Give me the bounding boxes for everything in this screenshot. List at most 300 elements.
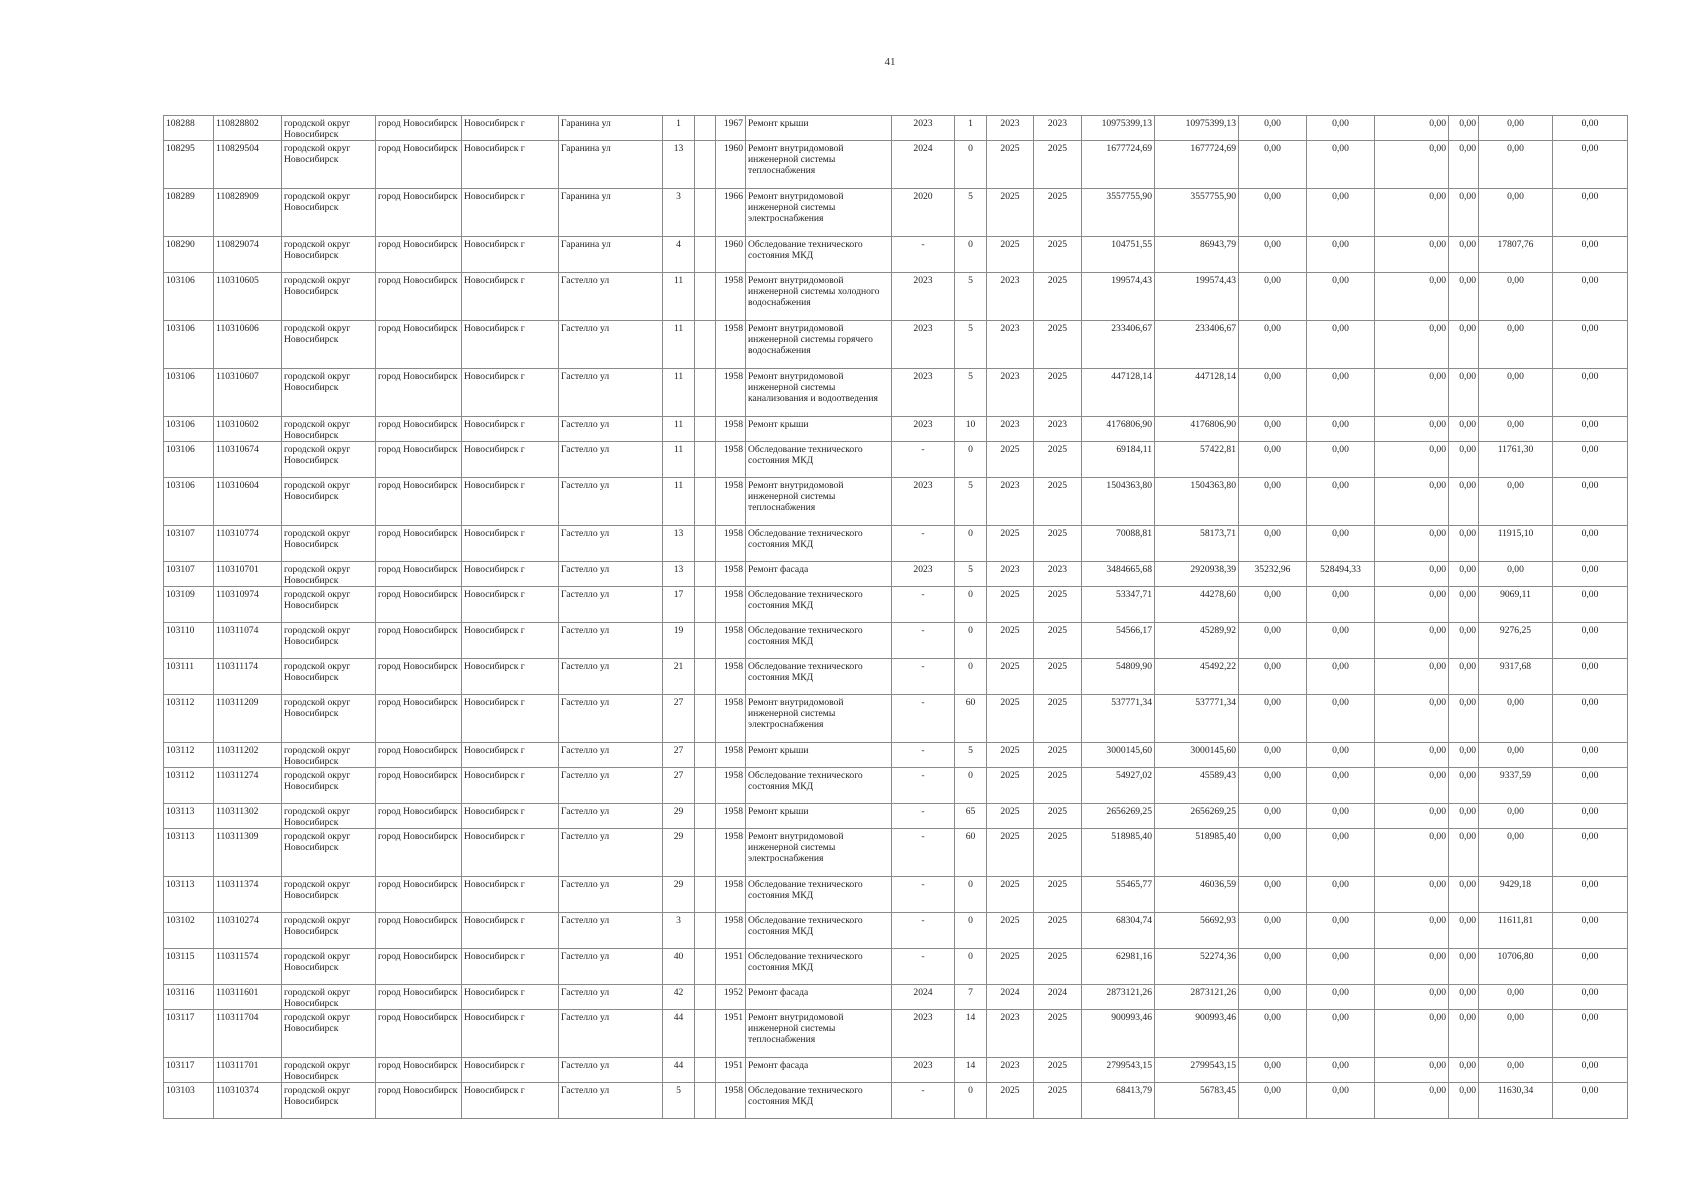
cell-house-id: 103110 xyxy=(164,623,214,659)
cell-work-type: Ремонт крыши xyxy=(746,804,892,829)
cell-end-year: 2023 xyxy=(1034,562,1082,587)
cell-work-type: Ремонт внутридомовой инженерной системы канализования и водоотведения xyxy=(746,369,892,417)
table-row xyxy=(164,1083,1628,1119)
cell-building xyxy=(695,321,716,369)
cell-start-year: 2025 xyxy=(987,913,1034,949)
cell-local-funds: 0,00 xyxy=(1375,478,1449,526)
cell-end-year: 2025 xyxy=(1034,478,1082,526)
cell-planned-year: - xyxy=(892,1083,955,1119)
cell-regional-funds: 0,00 xyxy=(1307,321,1375,369)
cell-work-id: 110310606 xyxy=(214,321,282,369)
cell-owner-funds: 9317,68 xyxy=(1479,659,1553,695)
cell-house-number: 3 xyxy=(663,913,695,949)
cell-settlement: город Новосибирск xyxy=(376,442,462,478)
cell-end-year: 2023 xyxy=(1034,116,1082,141)
cell-planned-year: 2023 xyxy=(892,478,955,526)
cell-building xyxy=(695,116,716,141)
cell-regional-funds: 0,00 xyxy=(1307,1010,1375,1058)
cell-work-type: Обследование технического состояния МКД xyxy=(746,949,892,985)
cell-work-type: Обследование технического состояния МКД xyxy=(746,768,892,804)
cell-street: Гастелло ул xyxy=(559,526,663,562)
cell-settlement: город Новосибирск xyxy=(376,743,462,768)
cell-city: Новосибирск г xyxy=(462,743,559,768)
cell-wear-percent: 5 xyxy=(955,743,987,768)
cell-owner-funds: 0,00 xyxy=(1479,417,1553,442)
cell-work-type: Ремонт внутридомовой инженерной системы теплоснабжения xyxy=(746,1010,892,1058)
cell-work-id: 110310674 xyxy=(214,442,282,478)
cell-work-type: Ремонт внутридомовой инженерной системы холодного водоснабжения xyxy=(746,273,892,321)
table-row xyxy=(164,949,1628,985)
cell-settlement: город Новосибирск xyxy=(376,141,462,189)
cell-regional-funds: 0,00 xyxy=(1307,189,1375,237)
cell-city: Новосибирск г xyxy=(462,1083,559,1119)
cell-wear-percent: 10 xyxy=(955,417,987,442)
cell-start-year: 2023 xyxy=(987,1058,1034,1083)
cell-end-year: 2025 xyxy=(1034,804,1082,829)
cell-house-number: 11 xyxy=(663,273,695,321)
cell-federal-funds: 0,00 xyxy=(1239,743,1307,768)
cell-local-funds: 0,00 xyxy=(1375,829,1449,877)
cell-wear-percent: 0 xyxy=(955,237,987,273)
cell-federal-funds: 0,00 xyxy=(1239,829,1307,877)
cell-local-funds: 0,00 xyxy=(1375,877,1449,913)
cell-total-cost: 69184,11 xyxy=(1082,442,1155,478)
cell-street: Гастелло ул xyxy=(559,417,663,442)
cell-planned-year: - xyxy=(892,526,955,562)
cell-house-id: 103111 xyxy=(164,659,214,695)
cell-wear-percent: 0 xyxy=(955,623,987,659)
table-row xyxy=(164,695,1628,743)
cell-local-funds: 0,00 xyxy=(1375,1083,1449,1119)
cell-local-funds: 0,00 xyxy=(1375,913,1449,949)
cell-planned-year: - xyxy=(892,743,955,768)
cell-house-number: 40 xyxy=(663,949,695,985)
cell-city: Новосибирск г xyxy=(462,562,559,587)
cell-street: Гастелло ул xyxy=(559,659,663,695)
table-row xyxy=(164,562,1628,587)
cell-building xyxy=(695,804,716,829)
cell-work-id: 110828802 xyxy=(214,116,282,141)
cell-regional-funds: 0,00 xyxy=(1307,623,1375,659)
cell-planned-year: - xyxy=(892,829,955,877)
cell-city: Новосибирск г xyxy=(462,949,559,985)
cell-total-cost: 68413,79 xyxy=(1082,1083,1155,1119)
cell-local-funds: 0,00 xyxy=(1375,369,1449,417)
cell-regional-funds: 0,00 xyxy=(1307,913,1375,949)
cell-regional-funds: 0,00 xyxy=(1307,273,1375,321)
cell-extra-funds: 0,00 xyxy=(1553,913,1628,949)
cell-federal-funds: 0,00 xyxy=(1239,659,1307,695)
cell-owner-funds: 11761,30 xyxy=(1479,442,1553,478)
cell-start-year: 2023 xyxy=(987,417,1034,442)
cell-street: Гастелло ул xyxy=(559,562,663,587)
cell-work-type: Ремонт внутридомовой инженерной системы электроснабжения xyxy=(746,189,892,237)
cell-fund-cost: 900993,46 xyxy=(1155,1010,1239,1058)
cell-building xyxy=(695,695,716,743)
cell-street: Гастелло ул xyxy=(559,768,663,804)
cell-end-year: 2025 xyxy=(1034,877,1082,913)
cell-building xyxy=(695,141,716,189)
cell-work-id: 110310374 xyxy=(214,1083,282,1119)
cell-municipal-district: городской округ Новосибирск xyxy=(282,985,376,1010)
cell-street: Гастелло ул xyxy=(559,949,663,985)
cell-regional-funds: 0,00 xyxy=(1307,743,1375,768)
cell-build-year: 1958 xyxy=(716,804,746,829)
cell-other-funds: 0,00 xyxy=(1449,1083,1479,1119)
cell-city: Новосибирск г xyxy=(462,478,559,526)
cell-fund-cost: 57422,81 xyxy=(1155,442,1239,478)
cell-settlement: город Новосибирск xyxy=(376,562,462,587)
cell-municipal-district: городской округ Новосибирск xyxy=(282,273,376,321)
cell-settlement: город Новосибирск xyxy=(376,321,462,369)
cell-city: Новосибирск г xyxy=(462,442,559,478)
cell-local-funds: 0,00 xyxy=(1375,1010,1449,1058)
cell-start-year: 2025 xyxy=(987,877,1034,913)
cell-other-funds: 0,00 xyxy=(1449,141,1479,189)
cell-extra-funds: 0,00 xyxy=(1553,562,1628,587)
cell-total-cost: 3557755,90 xyxy=(1082,189,1155,237)
cell-end-year: 2025 xyxy=(1034,768,1082,804)
cell-build-year: 1958 xyxy=(716,695,746,743)
cell-extra-funds: 0,00 xyxy=(1553,273,1628,321)
cell-fund-cost: 45589,43 xyxy=(1155,768,1239,804)
cell-total-cost: 2873121,26 xyxy=(1082,985,1155,1010)
cell-owner-funds: 9069,11 xyxy=(1479,587,1553,623)
cell-municipal-district: городской округ Новосибирск xyxy=(282,562,376,587)
cell-work-type: Обследование технического состояния МКД xyxy=(746,587,892,623)
cell-work-id: 110310604 xyxy=(214,478,282,526)
cell-total-cost: 4176806,90 xyxy=(1082,417,1155,442)
cell-other-funds: 0,00 xyxy=(1449,321,1479,369)
cell-end-year: 2025 xyxy=(1034,141,1082,189)
cell-municipal-district: городской округ Новосибирск xyxy=(282,623,376,659)
cell-settlement: город Новосибирск xyxy=(376,237,462,273)
cell-owner-funds: 11630,34 xyxy=(1479,1083,1553,1119)
cell-house-id: 103106 xyxy=(164,417,214,442)
cell-fund-cost: 233406,67 xyxy=(1155,321,1239,369)
cell-settlement: город Новосибирск xyxy=(376,768,462,804)
cell-total-cost: 62981,16 xyxy=(1082,949,1155,985)
cell-start-year: 2025 xyxy=(987,623,1034,659)
cell-planned-year: 2020 xyxy=(892,189,955,237)
cell-house-number: 44 xyxy=(663,1058,695,1083)
cell-federal-funds: 0,00 xyxy=(1239,273,1307,321)
cell-regional-funds: 528494,33 xyxy=(1307,562,1375,587)
cell-start-year: 2025 xyxy=(987,1083,1034,1119)
cell-start-year: 2025 xyxy=(987,768,1034,804)
cell-extra-funds: 0,00 xyxy=(1553,417,1628,442)
cell-regional-funds: 0,00 xyxy=(1307,587,1375,623)
cell-start-year: 2025 xyxy=(987,526,1034,562)
cell-total-cost: 2799543,15 xyxy=(1082,1058,1155,1083)
cell-municipal-district: городской округ Новосибирск xyxy=(282,116,376,141)
cell-owner-funds: 0,00 xyxy=(1479,189,1553,237)
cell-house-number: 21 xyxy=(663,659,695,695)
cell-settlement: город Новосибирск xyxy=(376,369,462,417)
cell-end-year: 2025 xyxy=(1034,949,1082,985)
cell-regional-funds: 0,00 xyxy=(1307,442,1375,478)
cell-planned-year: - xyxy=(892,768,955,804)
cell-owner-funds: 9337,59 xyxy=(1479,768,1553,804)
table-row xyxy=(164,417,1628,442)
cell-build-year: 1958 xyxy=(716,829,746,877)
cell-federal-funds: 35232,96 xyxy=(1239,562,1307,587)
cell-house-id: 103112 xyxy=(164,768,214,804)
cell-start-year: 2025 xyxy=(987,442,1034,478)
cell-settlement: город Новосибирск xyxy=(376,587,462,623)
cell-federal-funds: 0,00 xyxy=(1239,141,1307,189)
cell-street: Гаранина ул xyxy=(559,189,663,237)
cell-wear-percent: 7 xyxy=(955,985,987,1010)
cell-build-year: 1951 xyxy=(716,949,746,985)
cell-federal-funds: 0,00 xyxy=(1239,587,1307,623)
cell-work-type: Ремонт крыши xyxy=(746,743,892,768)
cell-building xyxy=(695,189,716,237)
cell-total-cost: 54566,17 xyxy=(1082,623,1155,659)
cell-settlement: город Новосибирск xyxy=(376,623,462,659)
cell-wear-percent: 0 xyxy=(955,587,987,623)
cell-other-funds: 0,00 xyxy=(1449,478,1479,526)
cell-building xyxy=(695,877,716,913)
cell-local-funds: 0,00 xyxy=(1375,417,1449,442)
cell-house-number: 11 xyxy=(663,369,695,417)
cell-building xyxy=(695,949,716,985)
cell-municipal-district: городской округ Новосибирск xyxy=(282,877,376,913)
cell-local-funds: 0,00 xyxy=(1375,1058,1449,1083)
cell-extra-funds: 0,00 xyxy=(1553,1083,1628,1119)
cell-start-year: 2025 xyxy=(987,829,1034,877)
cell-building xyxy=(695,562,716,587)
cell-other-funds: 0,00 xyxy=(1449,417,1479,442)
cell-municipal-district: городской округ Новосибирск xyxy=(282,478,376,526)
cell-extra-funds: 0,00 xyxy=(1553,189,1628,237)
cell-settlement: город Новосибирск xyxy=(376,659,462,695)
cell-federal-funds: 0,00 xyxy=(1239,1058,1307,1083)
cell-work-type: Ремонт фасада xyxy=(746,562,892,587)
cell-extra-funds: 0,00 xyxy=(1553,587,1628,623)
cell-house-number: 5 xyxy=(663,1083,695,1119)
cell-wear-percent: 5 xyxy=(955,478,987,526)
table-body xyxy=(164,116,1628,1119)
cell-fund-cost: 2920938,39 xyxy=(1155,562,1239,587)
cell-city: Новосибирск г xyxy=(462,659,559,695)
cell-wear-percent: 0 xyxy=(955,913,987,949)
cell-build-year: 1958 xyxy=(716,442,746,478)
cell-municipal-district: городской округ Новосибирск xyxy=(282,526,376,562)
cell-build-year: 1960 xyxy=(716,141,746,189)
cell-street: Гастелло ул xyxy=(559,369,663,417)
cell-building xyxy=(695,369,716,417)
cell-end-year: 2025 xyxy=(1034,526,1082,562)
cell-extra-funds: 0,00 xyxy=(1553,659,1628,695)
cell-total-cost: 447128,14 xyxy=(1082,369,1155,417)
cell-total-cost: 54809,90 xyxy=(1082,659,1155,695)
cell-municipal-district: городской округ Новосибирск xyxy=(282,804,376,829)
cell-municipal-district: городской округ Новосибирск xyxy=(282,321,376,369)
cell-build-year: 1958 xyxy=(716,913,746,949)
cell-planned-year: - xyxy=(892,913,955,949)
cell-other-funds: 0,00 xyxy=(1449,369,1479,417)
cell-extra-funds: 0,00 xyxy=(1553,321,1628,369)
cell-total-cost: 3000145,60 xyxy=(1082,743,1155,768)
cell-end-year: 2025 xyxy=(1034,829,1082,877)
table-row xyxy=(164,526,1628,562)
cell-owner-funds: 11611,81 xyxy=(1479,913,1553,949)
cell-municipal-district: городской округ Новосибирск xyxy=(282,1083,376,1119)
cell-start-year: 2025 xyxy=(987,237,1034,273)
cell-start-year: 2025 xyxy=(987,743,1034,768)
cell-other-funds: 0,00 xyxy=(1449,949,1479,985)
cell-start-year: 2023 xyxy=(987,562,1034,587)
cell-fund-cost: 2799543,15 xyxy=(1155,1058,1239,1083)
cell-municipal-district: городской округ Новосибирск xyxy=(282,141,376,189)
cell-start-year: 2023 xyxy=(987,369,1034,417)
cell-settlement: город Новосибирск xyxy=(376,1083,462,1119)
cell-street: Гастелло ул xyxy=(559,1058,663,1083)
cell-build-year: 1958 xyxy=(716,743,746,768)
cell-wear-percent: 60 xyxy=(955,829,987,877)
cell-house-id: 103103 xyxy=(164,1083,214,1119)
cell-local-funds: 0,00 xyxy=(1375,526,1449,562)
cell-planned-year: 2023 xyxy=(892,116,955,141)
cell-fund-cost: 3557755,90 xyxy=(1155,189,1239,237)
cell-building xyxy=(695,985,716,1010)
cell-settlement: город Новосибирск xyxy=(376,273,462,321)
cell-regional-funds: 0,00 xyxy=(1307,526,1375,562)
table-row xyxy=(164,321,1628,369)
cell-settlement: город Новосибирск xyxy=(376,985,462,1010)
cell-regional-funds: 0,00 xyxy=(1307,369,1375,417)
cell-planned-year: 2024 xyxy=(892,985,955,1010)
cell-house-id: 103117 xyxy=(164,1058,214,1083)
cell-street: Гастелло ул xyxy=(559,695,663,743)
table-row xyxy=(164,189,1628,237)
cell-extra-funds: 0,00 xyxy=(1553,877,1628,913)
cell-other-funds: 0,00 xyxy=(1449,829,1479,877)
cell-wear-percent: 0 xyxy=(955,659,987,695)
cell-owner-funds: 0,00 xyxy=(1479,695,1553,743)
cell-regional-funds: 0,00 xyxy=(1307,659,1375,695)
cell-settlement: город Новосибирск xyxy=(376,1058,462,1083)
cell-municipal-district: городской округ Новосибирск xyxy=(282,587,376,623)
cell-extra-funds: 0,00 xyxy=(1553,695,1628,743)
cell-total-cost: 537771,34 xyxy=(1082,695,1155,743)
cell-other-funds: 0,00 xyxy=(1449,562,1479,587)
cell-fund-cost: 44278,60 xyxy=(1155,587,1239,623)
cell-end-year: 2025 xyxy=(1034,695,1082,743)
cell-other-funds: 0,00 xyxy=(1449,743,1479,768)
cell-fund-cost: 199574,43 xyxy=(1155,273,1239,321)
cell-owner-funds: 0,00 xyxy=(1479,478,1553,526)
cell-federal-funds: 0,00 xyxy=(1239,442,1307,478)
page-number: 41 xyxy=(884,56,896,68)
cell-settlement: город Новосибирск xyxy=(376,804,462,829)
table-row xyxy=(164,1058,1628,1083)
cell-fund-cost: 56783,45 xyxy=(1155,1083,1239,1119)
cell-settlement: город Новосибирск xyxy=(376,478,462,526)
cell-end-year: 2025 xyxy=(1034,659,1082,695)
cell-extra-funds: 0,00 xyxy=(1553,237,1628,273)
cell-local-funds: 0,00 xyxy=(1375,273,1449,321)
cell-municipal-district: городской округ Новосибирск xyxy=(282,417,376,442)
cell-house-id: 103113 xyxy=(164,804,214,829)
cell-building xyxy=(695,913,716,949)
cell-street: Гастелло ул xyxy=(559,1010,663,1058)
cell-work-id: 110829074 xyxy=(214,237,282,273)
table-row xyxy=(164,804,1628,829)
cell-city: Новосибирск г xyxy=(462,804,559,829)
cell-work-type: Обследование технического состояния МКД xyxy=(746,659,892,695)
cell-start-year: 2023 xyxy=(987,321,1034,369)
cell-settlement: город Новосибирск xyxy=(376,949,462,985)
cell-building xyxy=(695,743,716,768)
cell-wear-percent: 5 xyxy=(955,369,987,417)
cell-end-year: 2025 xyxy=(1034,273,1082,321)
cell-work-id: 110310701 xyxy=(214,562,282,587)
table-row xyxy=(164,587,1628,623)
cell-other-funds: 0,00 xyxy=(1449,985,1479,1010)
cell-regional-funds: 0,00 xyxy=(1307,768,1375,804)
cell-house-number: 13 xyxy=(663,562,695,587)
cell-work-id: 110828909 xyxy=(214,189,282,237)
cell-regional-funds: 0,00 xyxy=(1307,1083,1375,1119)
cell-total-cost: 518985,40 xyxy=(1082,829,1155,877)
cell-house-id: 103112 xyxy=(164,743,214,768)
cell-wear-percent: 0 xyxy=(955,949,987,985)
cell-federal-funds: 0,00 xyxy=(1239,949,1307,985)
cell-work-type: Ремонт внутридомовой инженерной системы теплоснабжения xyxy=(746,478,892,526)
cell-work-id: 110311274 xyxy=(214,768,282,804)
cell-wear-percent: 0 xyxy=(955,768,987,804)
cell-planned-year: 2023 xyxy=(892,1058,955,1083)
cell-regional-funds: 0,00 xyxy=(1307,804,1375,829)
cell-build-year: 1958 xyxy=(716,478,746,526)
cell-federal-funds: 0,00 xyxy=(1239,913,1307,949)
cell-building xyxy=(695,1083,716,1119)
cell-build-year: 1958 xyxy=(716,369,746,417)
cell-work-id: 110310607 xyxy=(214,369,282,417)
cell-work-type: Ремонт внутридомовой инженерной системы теплоснабжения xyxy=(746,141,892,189)
cell-end-year: 2025 xyxy=(1034,321,1082,369)
cell-local-funds: 0,00 xyxy=(1375,768,1449,804)
cell-build-year: 1966 xyxy=(716,189,746,237)
cell-house-id: 103106 xyxy=(164,369,214,417)
cell-planned-year: - xyxy=(892,659,955,695)
cell-planned-year: - xyxy=(892,237,955,273)
cell-owner-funds: 0,00 xyxy=(1479,141,1553,189)
cell-build-year: 1951 xyxy=(716,1058,746,1083)
cell-build-year: 1967 xyxy=(716,116,746,141)
table-row xyxy=(164,116,1628,141)
cell-other-funds: 0,00 xyxy=(1449,804,1479,829)
cell-wear-percent: 14 xyxy=(955,1010,987,1058)
cell-municipal-district: городской округ Новосибирск xyxy=(282,913,376,949)
cell-house-number: 11 xyxy=(663,321,695,369)
cell-fund-cost: 45492,22 xyxy=(1155,659,1239,695)
cell-city: Новосибирск г xyxy=(462,141,559,189)
cell-planned-year: - xyxy=(892,695,955,743)
cell-fund-cost: 537771,34 xyxy=(1155,695,1239,743)
cell-house-number: 11 xyxy=(663,478,695,526)
cell-planned-year: 2023 xyxy=(892,321,955,369)
cell-settlement: город Новосибирск xyxy=(376,695,462,743)
cell-local-funds: 0,00 xyxy=(1375,659,1449,695)
cell-house-number: 19 xyxy=(663,623,695,659)
cell-street: Гаранина ул xyxy=(559,237,663,273)
cell-settlement: город Новосибирск xyxy=(376,913,462,949)
cell-work-type: Ремонт внутридомовой инженерной системы горячего водоснабжения xyxy=(746,321,892,369)
cell-planned-year: - xyxy=(892,587,955,623)
